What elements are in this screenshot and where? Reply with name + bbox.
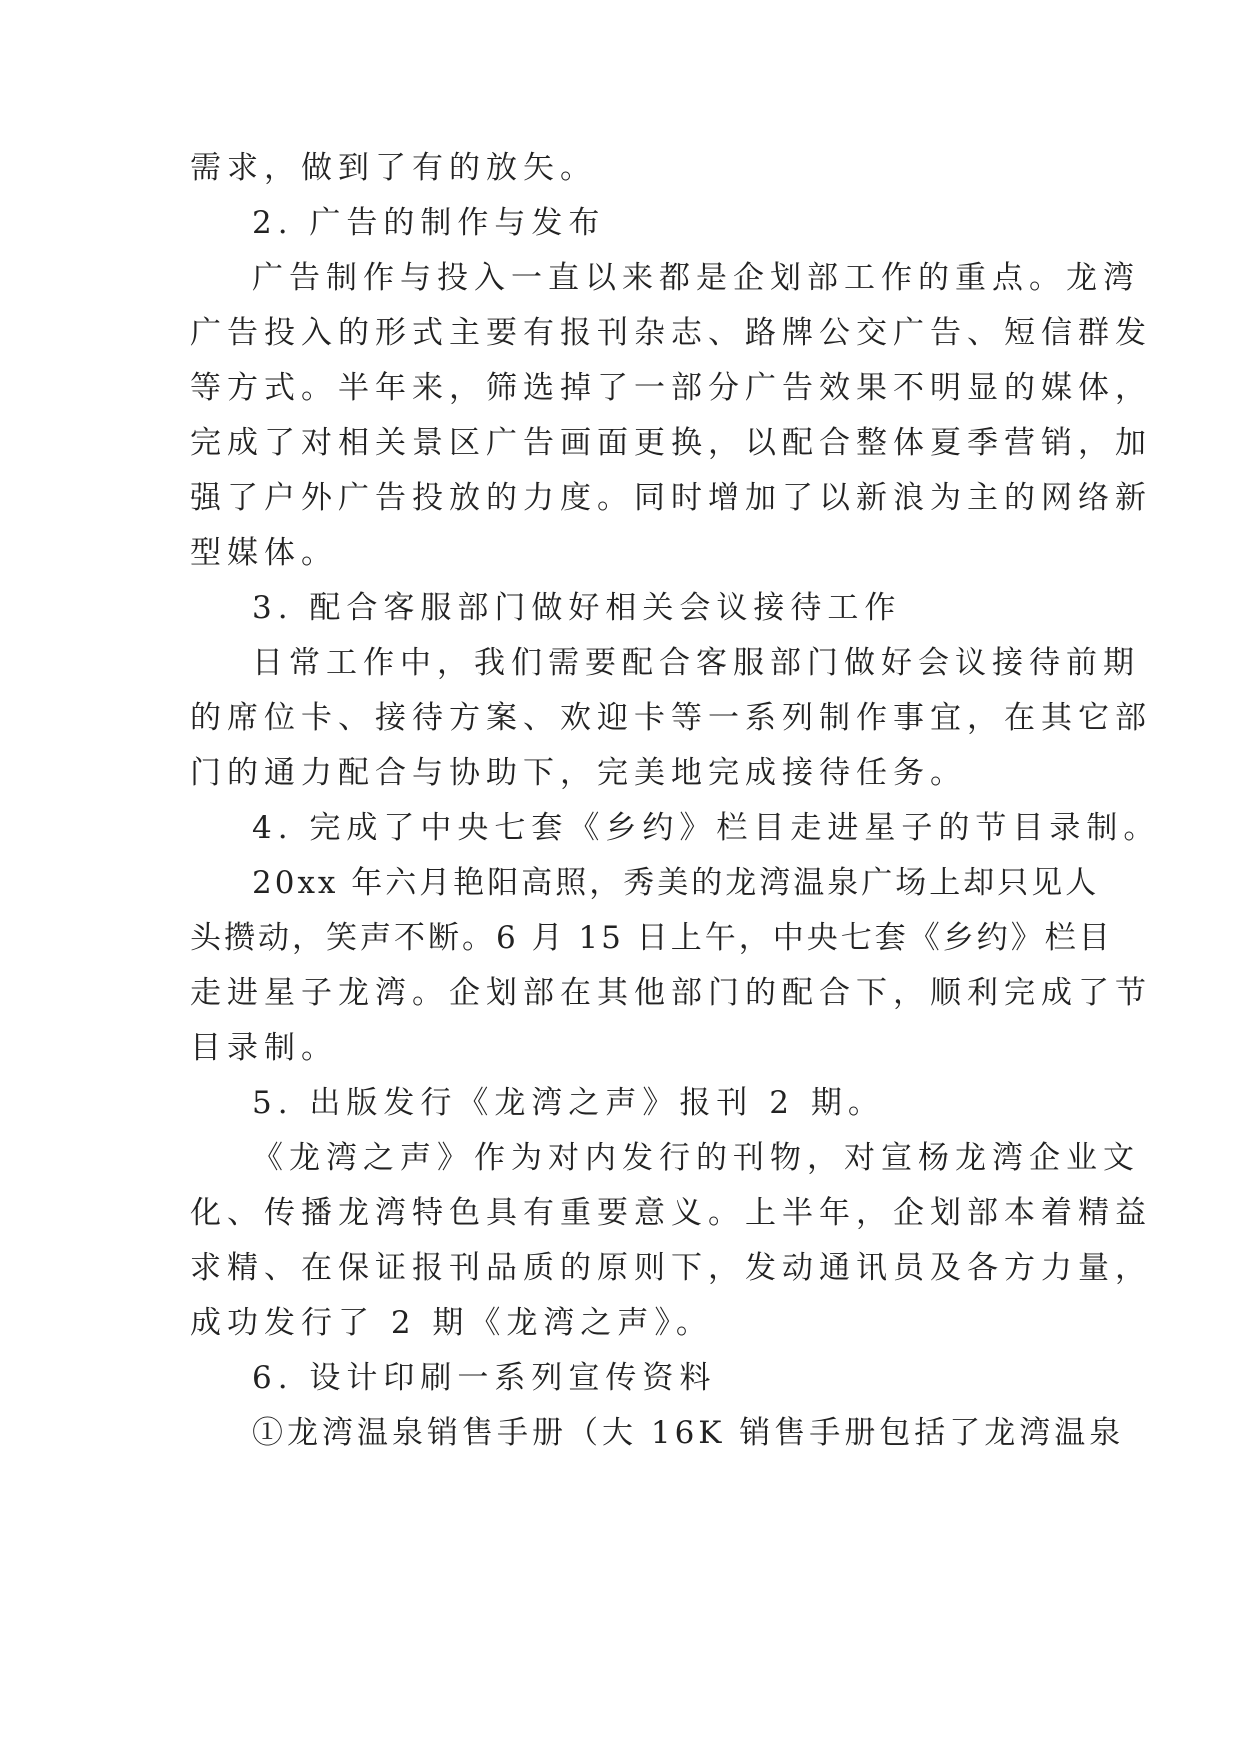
paragraph-line: 门的通力配合与协助下，完美地完成接待任务。 (190, 755, 967, 791)
paragraph-line: 走进星子龙湾。企划部在其他部门的配合下，顺利完成了节 (190, 975, 1152, 1011)
paragraph-line: 成功发行了 2 期《龙湾之声》。 (190, 1305, 713, 1341)
paragraph-line: 需求，做到了有的放矢。 (190, 150, 597, 186)
section-heading: 2. 广告的制作与发布 (252, 205, 606, 241)
paragraph-line: 等方式。半年来，筛选掉了一部分广告效果不明显的媒体， (190, 370, 1152, 406)
paragraph-line: 头攒动，笑声不断。6 月 15 日上午，中央七套《乡约》栏目 (190, 920, 1113, 956)
paragraph-line: 广告制作与投入一直以来都是企划部工作的重点。龙湾 (252, 260, 1140, 296)
paragraph-line: 完成了对相关景区广告画面更换，以配合整体夏季营销，加 (190, 425, 1152, 461)
paragraph-line: 的席位卡、接待方案、欢迎卡等一系列制作事宜，在其它部 (190, 700, 1152, 736)
paragraph-line: 型媒体。 (190, 535, 338, 571)
paragraph-line: ①龙湾温泉销售手册（大 16K 销售手册包括了龙湾温泉 (252, 1415, 1125, 1451)
section-heading: 6. 设计印刷一系列宣传资料 (252, 1360, 717, 1396)
paragraph-line: 《龙湾之声》作为对内发行的刊物，对宣杨龙湾企业文 (252, 1140, 1140, 1176)
section-heading: 3. 配合客服部门做好相关会议接待工作 (252, 590, 902, 626)
paragraph-line: 化、传播龙湾特色具有重要意义。上半年，企划部本着精益 (190, 1195, 1152, 1231)
paragraph-line: 求精、在保证报刊品质的原则下，发动通讯员及各方力量， (190, 1250, 1152, 1286)
paragraph-line: 日常工作中，我们需要配合客服部门做好会议接待前期 (252, 645, 1140, 681)
paragraph-line: 强了户外广告投放的力度。同时增加了以新浪为主的网络新 (190, 480, 1152, 516)
section-heading: 5. 出版发行《龙湾之声》报刊 2 期。 (252, 1085, 885, 1121)
paragraph-line: 广告投入的形式主要有报刊杂志、路牌公交广告、短信群发 (190, 315, 1152, 351)
paragraph-line: 目录制。 (190, 1030, 338, 1066)
paragraph-line: 20xx 年六月艳阳高照，秀美的龙湾温泉广场上却只见人 (252, 865, 1100, 901)
section-heading: 4. 完成了中央七套《乡约》栏目走进星子的节目录制。 (252, 810, 1161, 846)
